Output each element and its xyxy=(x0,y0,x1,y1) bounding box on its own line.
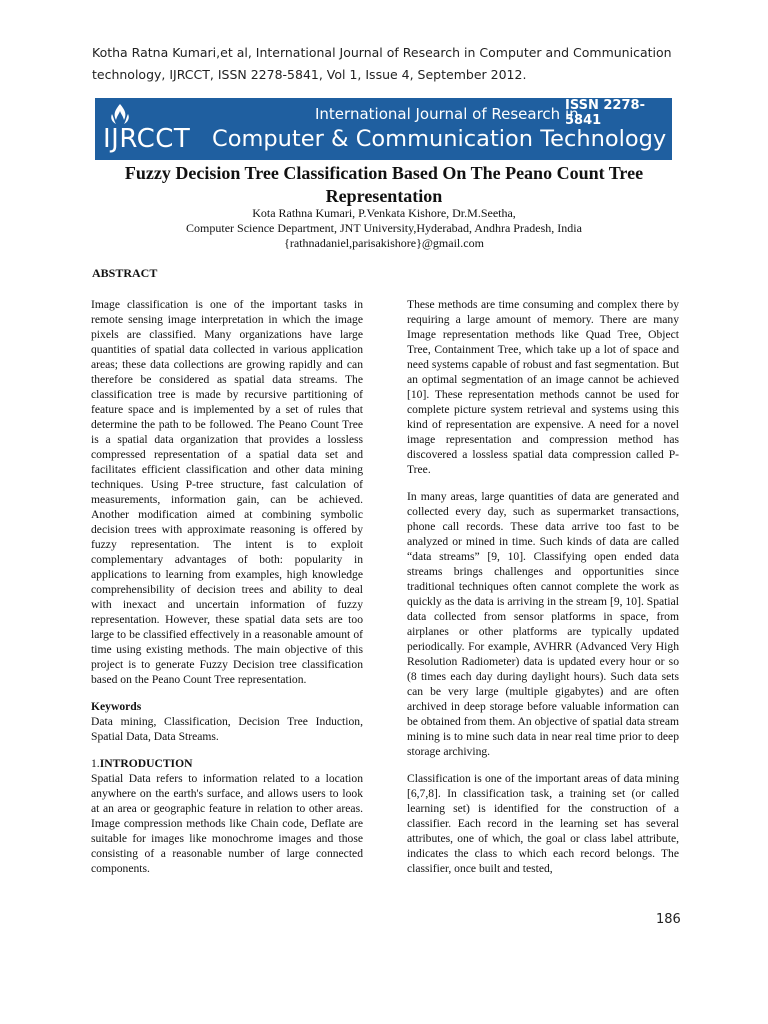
paper-title xyxy=(80,162,688,208)
author-names: Kota Rathna Kumari, P.Venkata Kishore, Dr.M.Seetha, xyxy=(252,206,516,220)
keywords-heading: Keywords xyxy=(91,700,142,713)
introduction-heading xyxy=(91,756,363,771)
abstract-heading: ABSTRACT xyxy=(92,266,158,280)
introduction-number: 1. xyxy=(91,757,100,770)
keywords-text: Data mining, Classification, Decision Tree Induction, Spatial Data, Data Streams. xyxy=(91,715,363,743)
introduction-title: INTRODUCTION xyxy=(99,757,193,770)
journal-name-line-1: International Journal of Research in xyxy=(315,105,579,123)
title-line-1: Fuzzy Decision Tree Classification Based On The Peano Count Tree xyxy=(124,163,644,183)
page-number: 186 xyxy=(656,912,681,927)
author-email: {rathnadaniel,parisakishore}@gmail.com xyxy=(284,236,484,250)
right-paragraph-1: These methods are time consuming and complex there by requiring a large amount of memory. There are many Image representation methods like Quad Tree, Object Tree, Containment Tree, which take up a lot of space and need systems capable of robust and fast segmentation. But an optimal segmentation of an image cannot be achieved [10]. These representation methods cannot be used for complete picture system retrieval and systems using this kind of representation are expensive. A need for a novel image representation and compression method has discovered a lossless spatial data compression called P-Tree. xyxy=(407,298,679,476)
header-line-1: Kotha Ratna Kumari,et al, International Journal of Research in Computer and Communication xyxy=(92,45,672,60)
right-column xyxy=(407,297,679,888)
header-line-2: technology, IJRCCT, ISSN 2278-5841, Vol 1, Issue 4, September 2012. xyxy=(92,67,527,82)
title-line-2: Representation xyxy=(325,186,443,206)
left-column xyxy=(91,297,363,888)
abstract-text: Image classification is one of the important tasks in remote sensing image interpretation in which the image pixels are classified. Many organizations have large quantities of spatial data collected in various application areas; these data collections are growing rapidly and can therefore be considered as spatial data streams. The classification tree is made by recursive partitioning of feature space and is implemented by a set of rules that determine the path to be followed. The Peano Count Tree is a spatial data organization that provides a lossless compressed representation of a spatial data set and facilitates efficient classification and other data mining techniques. Using P-tree structure, fast calculation of measurements, information gain, can be achieved. Another modification aimed at combining symbolic decision trees with approximate reasoning is offered by fuzzy representation. The intent is to exploit complementary advantages of both: popularity in applications to learning from examples, high knowledge comprehensibility of decision trees and ability to deal with inexact and uncertain information of fuzzy representation. However, these spatial data sets are too large to be classified effectively in a reasonable amount of time using existing methods. The main objective of this project is to generate Fuzzy Decision tree classification based on the Peano Count Tree representation. xyxy=(91,298,363,686)
right-paragraph-3: Classification is one of the important areas of data mining [6,7,8]. In classification task, a training set (or called learning set) is identified for the construction of a classifier. Each record in the learning set has several attributes, one of which, the goal or class label attribute, indicates the class to which each record belongs. The classifier, once built and tested, xyxy=(407,772,679,875)
right-paragraph-2: In many areas, large quantities of data are generated and collected every day, such as supermarket transactions, phone call records. These data arrive too fast to be analyzed or mined in time. Such kinds of data are called “data streams” [9, 10]. Classifying open ended data streams brings challenges and opportunities since traditional techniques often cannot complete the work as quickly as the data is arriving in the stream [9, 10]. Spatial data collected from sensor platforms in space, from airplanes or other platforms are typically updated periodically. For example, AVHRR (Advanced Very High Resolution Radiometer) data is updated every hour or so (8 times each day during daylight hours). Such data sets can be very large (multiple gigabytes) and are often archived in deep storage before valuable information can be obtained from them. An objective of spatial data stream mining is to mine such data in near real time prior to deep storage archiving. xyxy=(407,490,679,758)
author-affiliation: Computer Science Department, JNT University,Hyderabad, Andhra Pradesh, India xyxy=(186,221,582,235)
journal-issn: ISSN 2278-5841 xyxy=(565,98,645,128)
introduction-text: Spatial Data refers to information related to a location anywhere on the earth's surface, and allows users to look at an area or geographic feature in relation to other areas. Image compression methods like Chain code, Deflate are suitable for images like monochrome images and those consisting of a reasonable number of large connected components. xyxy=(91,772,363,875)
journal-abbreviation: IJRCCT xyxy=(103,124,191,154)
journal-banner xyxy=(95,98,672,160)
journal-name-line-2: Computer & Communication Technology xyxy=(212,126,667,152)
running-header xyxy=(92,42,692,86)
author-block xyxy=(80,206,688,251)
